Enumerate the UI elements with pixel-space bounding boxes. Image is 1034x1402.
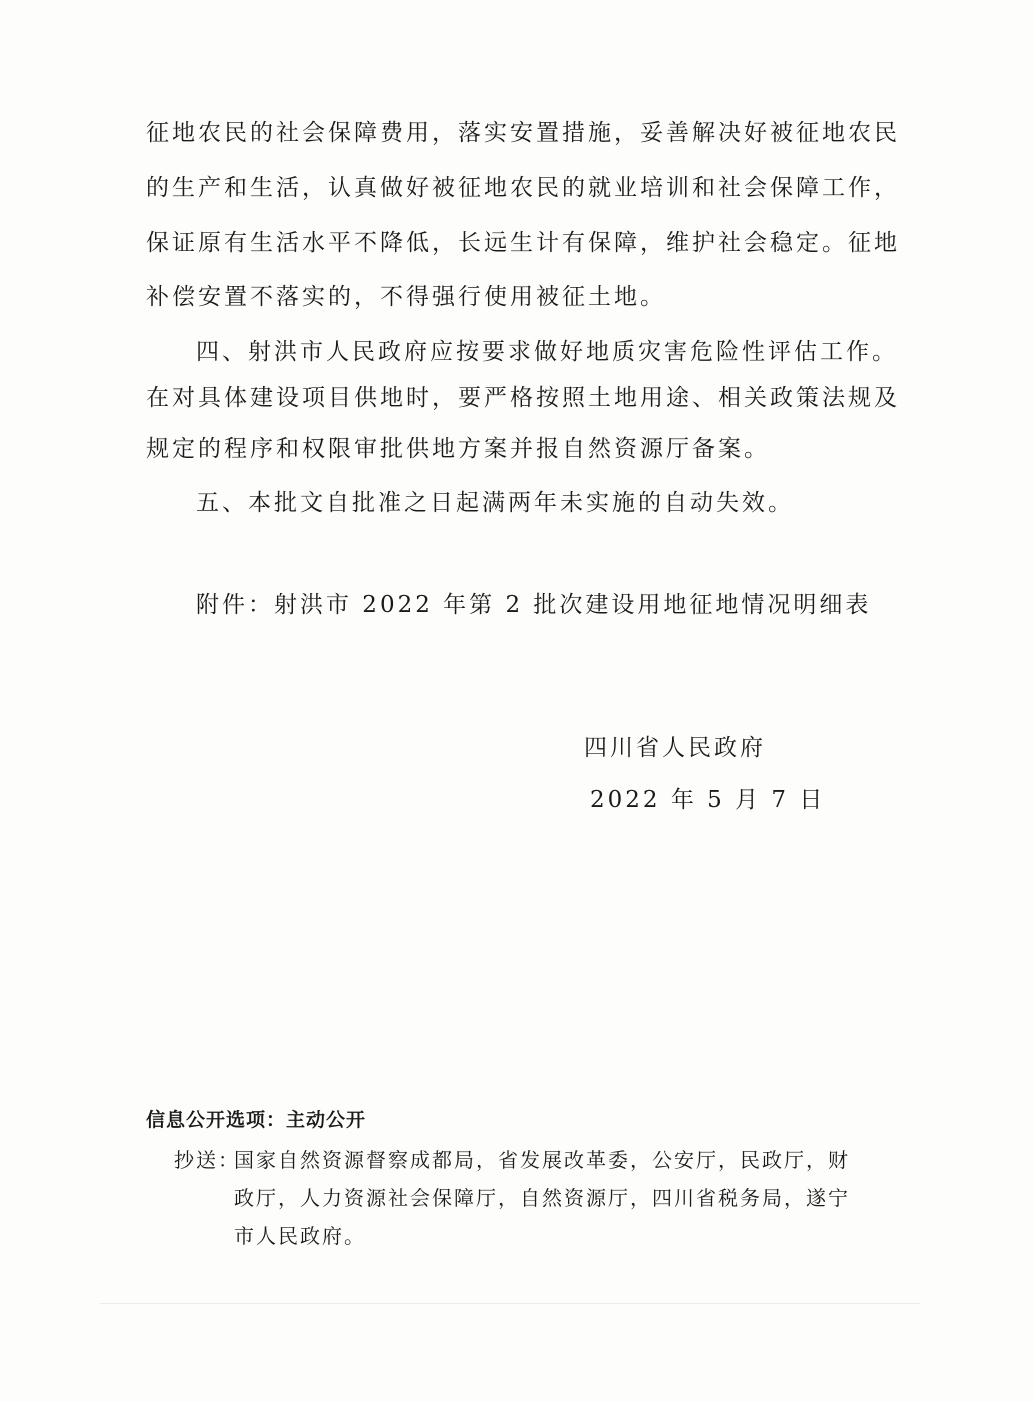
- cc-line: 市人民政府。: [234, 1224, 366, 1248]
- item-four-line: 四、射洪市人民政府应按要求做好地质灾害危险性评估工作。: [196, 339, 898, 365]
- item-four-line: 在对具体建设项目供地时，要严格按照土地用途、相关政策法规及: [146, 385, 900, 411]
- attachment-line: 附件：射洪市 2022 年第 2 批次建设用地征地情况明细表: [196, 592, 872, 618]
- item-four-line: 规定的程序和权限审批供地方案并报自然资源厅备案。: [146, 436, 770, 462]
- cc-label: 抄送：: [174, 1148, 240, 1172]
- disclosure-option: 信息公开选项：主动公开: [146, 1109, 367, 1131]
- cc-line: 国家自然资源督察成都局，省发展改革委，公安厅，民政厅，财: [234, 1148, 850, 1172]
- cc-line: 政厅，人力资源社会保障厅，自然资源厅，四川省税务局，遂宁: [234, 1186, 850, 1210]
- paragraph-line: 征地农民的社会保障费用，落实安置措施，妥善解决好被征地农民: [146, 120, 900, 146]
- issue-date: 2022 年 5 月 7 日: [590, 787, 826, 813]
- issuer-name: 四川省人民政府: [584, 735, 766, 761]
- paragraph-line: 保证原有生活水平不降低，长远生计有保障，维护社会稳定。征地: [146, 230, 900, 256]
- scan-artifact-line: [100, 1303, 920, 1304]
- item-five-line: 五、本批文自批准之日起满两年未实施的自动失效。: [196, 490, 794, 516]
- paragraph-line: 补偿安置不落实的，不得强行使用被征土地。: [146, 284, 666, 310]
- paragraph-line: 的生产和生活，认真做好被征地农民的就业培训和社会保障工作，: [146, 175, 900, 201]
